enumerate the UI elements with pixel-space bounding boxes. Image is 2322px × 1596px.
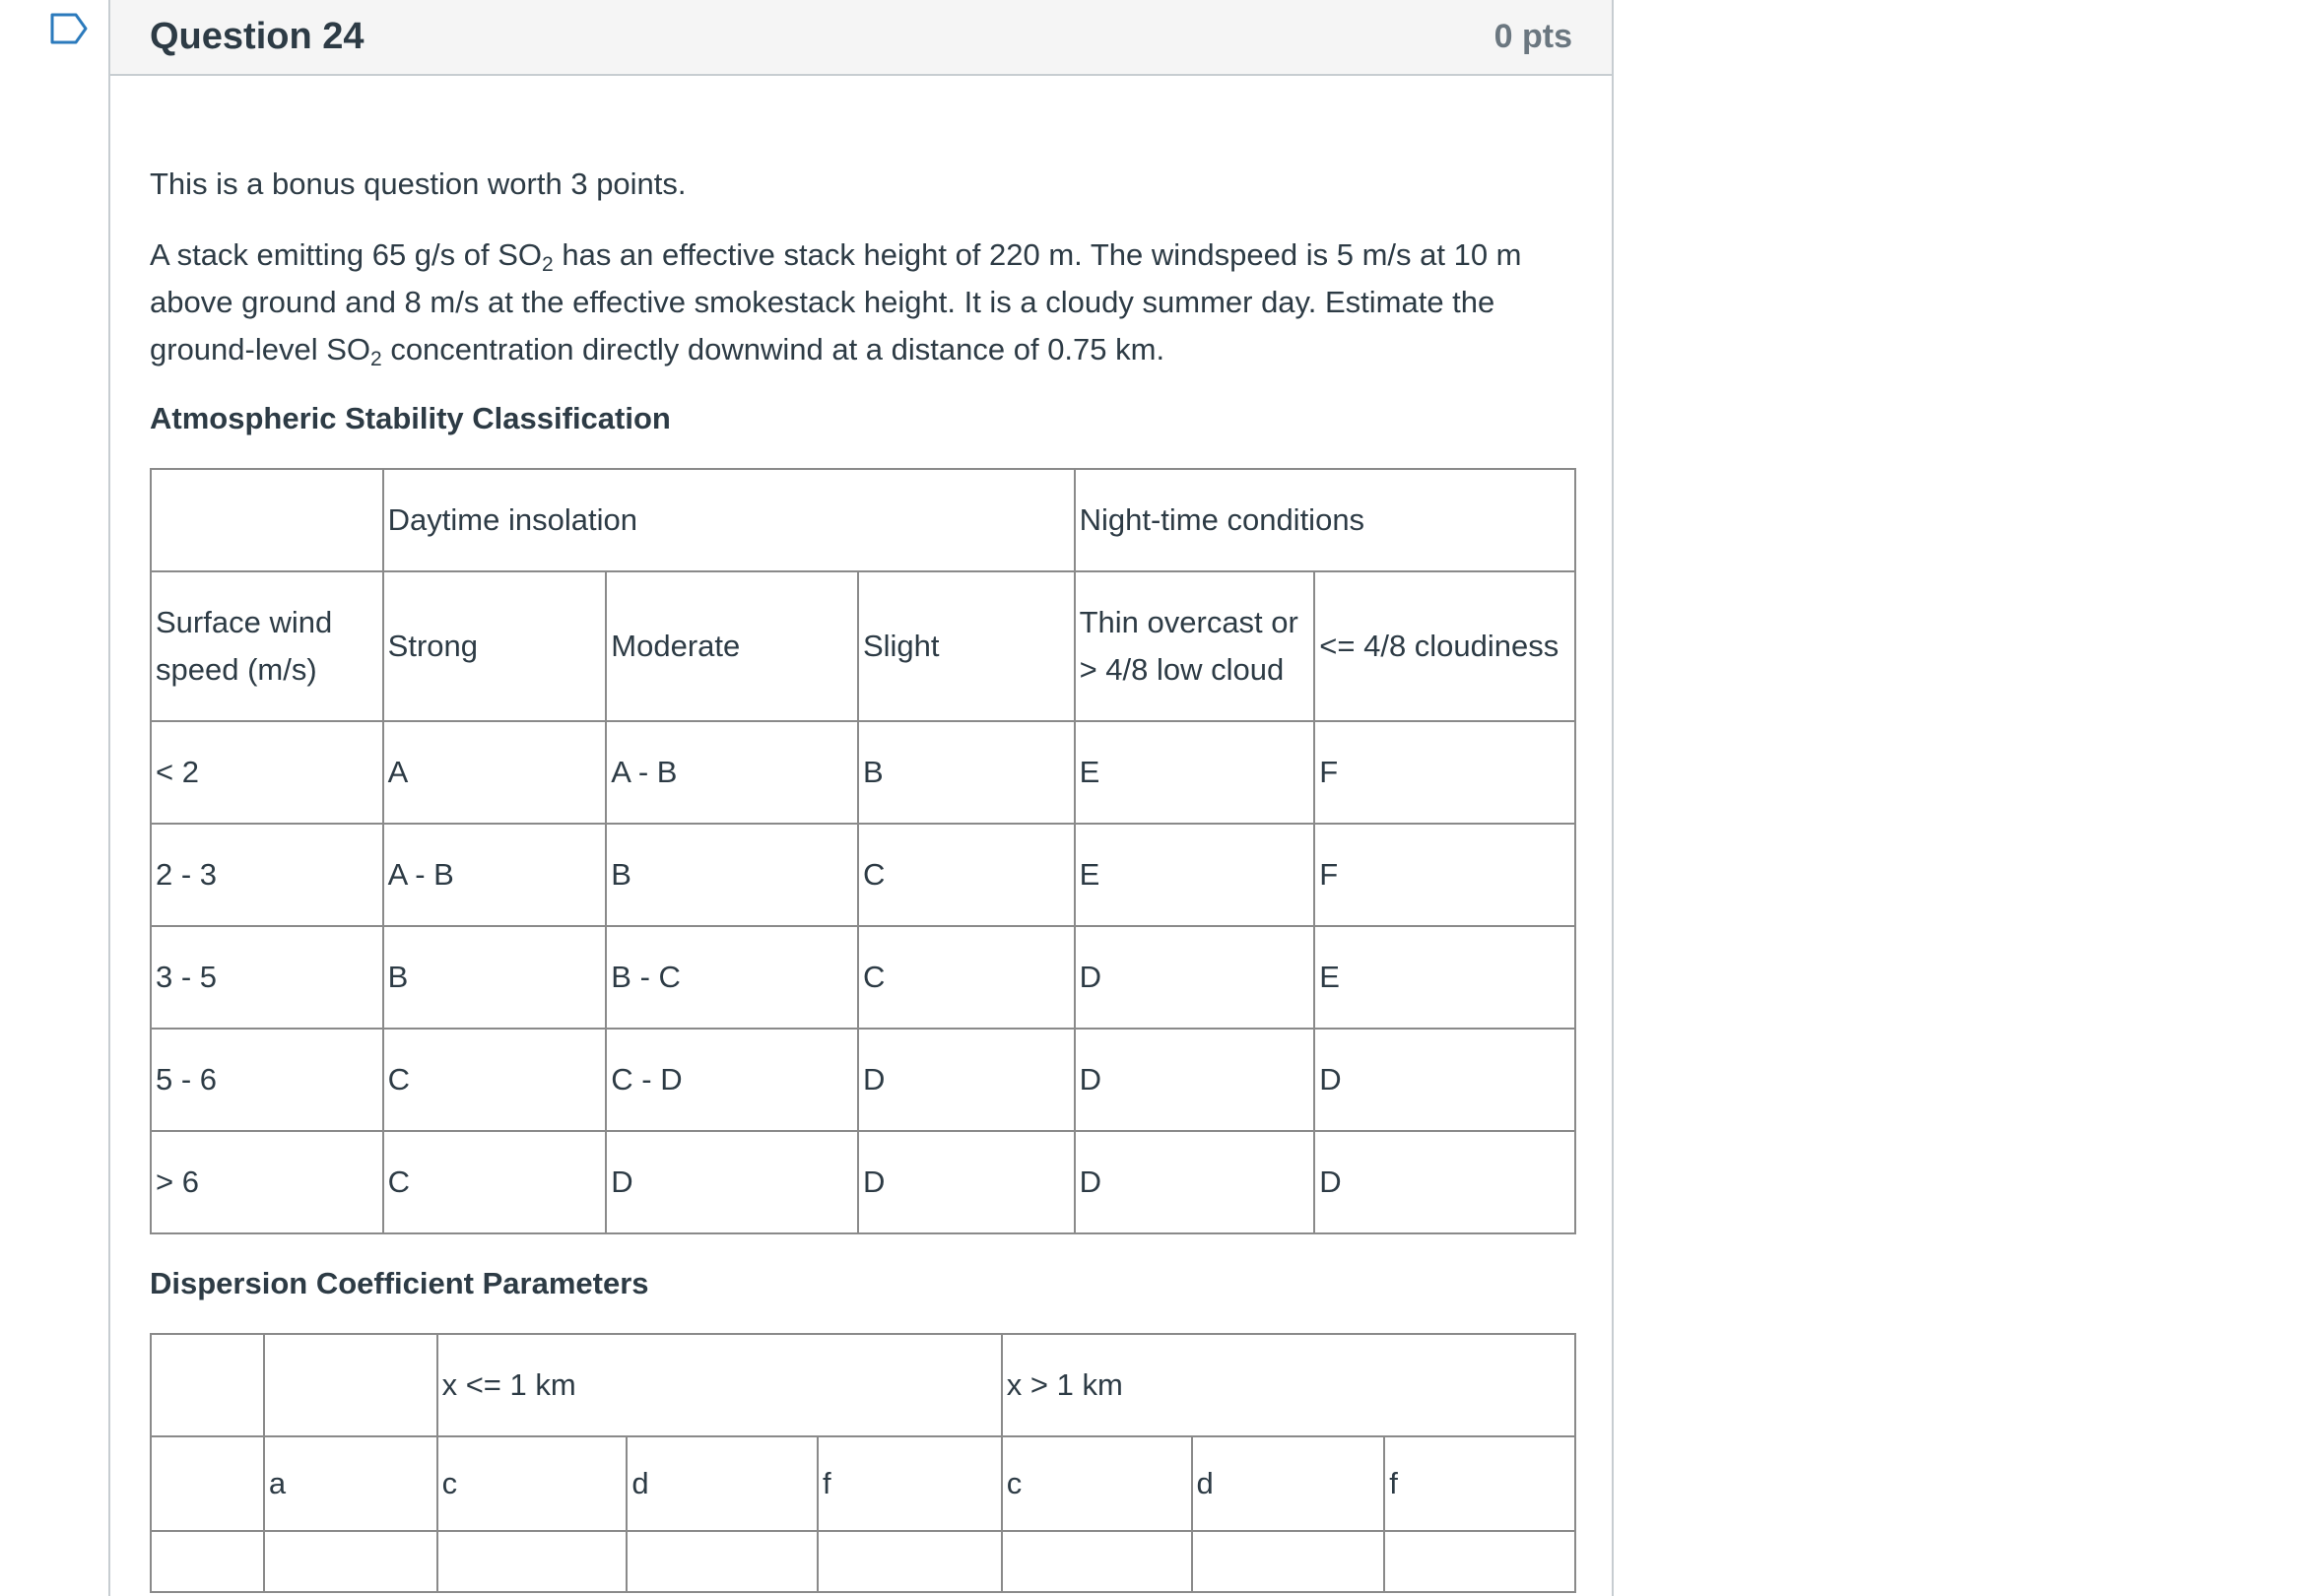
table-cell: D <box>858 1131 1075 1233</box>
table-cell: B <box>606 824 858 926</box>
problem-text-1: A stack emitting 65 g/s of SO <box>150 237 543 272</box>
problem-text-3: concentration directly downwind at a distance of 0.75 km. <box>381 332 1165 366</box>
table-row <box>151 571 1575 721</box>
table-cell: Moderate <box>606 571 858 721</box>
table-row <box>151 1131 1575 1233</box>
table-cell: E <box>1314 926 1575 1029</box>
table-cell <box>264 1334 437 1436</box>
table-cell: c <box>437 1436 628 1531</box>
table-cell: <= 4/8 cloudiness <box>1314 571 1575 721</box>
table-cell: A <box>383 721 607 824</box>
dispersion-table-heading: Dispersion Coefficient Parameters <box>150 1266 649 1300</box>
subscript-2: 2 <box>370 348 382 370</box>
table-cell: B - C <box>606 926 858 1029</box>
table-row <box>151 1029 1575 1131</box>
table-cell: 3 - 5 <box>151 926 383 1029</box>
table-cell: < 2 <box>151 721 383 824</box>
table-cell <box>151 1531 264 1592</box>
problem-text-2: has an effective stack height of 220 m. The windspeed is 5 m/s at 10 m above ground and 8 m/s at the effective smokestack height. It is a cloudy summer day. Estimate the ground-level SO <box>150 237 1522 366</box>
table-cell: f <box>1384 1436 1575 1531</box>
table-row <box>151 1531 1575 1592</box>
table-cell: E <box>1075 721 1315 824</box>
table-cell: d <box>1192 1436 1385 1531</box>
table-cell: a <box>264 1436 437 1531</box>
table-cell: Daytime insolation <box>383 469 1075 571</box>
table-cell: Night-time conditions <box>1075 469 1575 571</box>
table-cell: D <box>858 1029 1075 1131</box>
bonus-text: This is a bonus question worth 3 points. <box>150 166 687 201</box>
table-cell: C <box>383 1131 607 1233</box>
table-cell: D <box>1075 926 1315 1029</box>
table-cell: A - B <box>383 824 607 926</box>
table-cell: Slight <box>858 571 1075 721</box>
table-cell: A - B <box>606 721 858 824</box>
table-cell: D <box>1314 1131 1575 1233</box>
table-cell: x > 1 km <box>1002 1334 1575 1436</box>
problem-statement <box>150 232 1572 373</box>
table-cell <box>818 1531 1002 1592</box>
question-points: 0 pts <box>1493 18 1572 55</box>
table-cell <box>1384 1531 1575 1592</box>
table-cell: Surface wind speed (m/s) <box>151 571 383 721</box>
table-cell: D <box>1075 1029 1315 1131</box>
table-cell: F <box>1314 721 1575 824</box>
subscript-2: 2 <box>542 253 554 276</box>
table-cell: 2 - 3 <box>151 824 383 926</box>
table-cell: C <box>858 824 1075 926</box>
table-cell: c <box>1002 1436 1192 1531</box>
question-card <box>108 0 1614 1596</box>
table-cell <box>627 1531 818 1592</box>
table-cell: C <box>383 1029 607 1131</box>
table-cell <box>1002 1531 1192 1592</box>
table-cell: x <= 1 km <box>437 1334 1002 1436</box>
table-cell: 5 - 6 <box>151 1029 383 1131</box>
question-title: Question 24 <box>150 16 365 57</box>
table-cell: C - D <box>606 1029 858 1131</box>
table-row <box>151 469 1575 571</box>
table-cell <box>437 1531 628 1592</box>
table-cell: B <box>858 721 1075 824</box>
table-cell <box>151 1436 264 1531</box>
stability-table <box>150 468 1576 1234</box>
stability-table-heading: Atmospheric Stability Classification <box>150 401 671 435</box>
table-cell <box>151 469 383 571</box>
table-cell <box>1192 1531 1385 1592</box>
table-cell: Thin overcast or > 4/8 low cloud <box>1075 571 1315 721</box>
table-row <box>151 926 1575 1029</box>
table-cell: > 6 <box>151 1131 383 1233</box>
bookmark-flag-icon[interactable] <box>49 12 89 45</box>
table-cell: D <box>1314 1029 1575 1131</box>
table-row <box>151 824 1575 926</box>
table-cell: d <box>627 1436 818 1531</box>
question-header <box>110 0 1612 76</box>
table-row <box>151 1334 1575 1436</box>
table-cell: D <box>606 1131 858 1233</box>
table-cell <box>151 1334 264 1436</box>
table-cell: Strong <box>383 571 607 721</box>
table-cell: f <box>818 1436 1002 1531</box>
table-row <box>151 1436 1575 1531</box>
question-body <box>110 76 1612 1593</box>
table-row <box>151 721 1575 824</box>
dispersion-table <box>150 1333 1576 1593</box>
table-cell: B <box>383 926 607 1029</box>
table-cell <box>264 1531 437 1592</box>
table-cell: C <box>858 926 1075 1029</box>
table-cell: F <box>1314 824 1575 926</box>
table-cell: D <box>1075 1131 1315 1233</box>
table-cell: E <box>1075 824 1315 926</box>
